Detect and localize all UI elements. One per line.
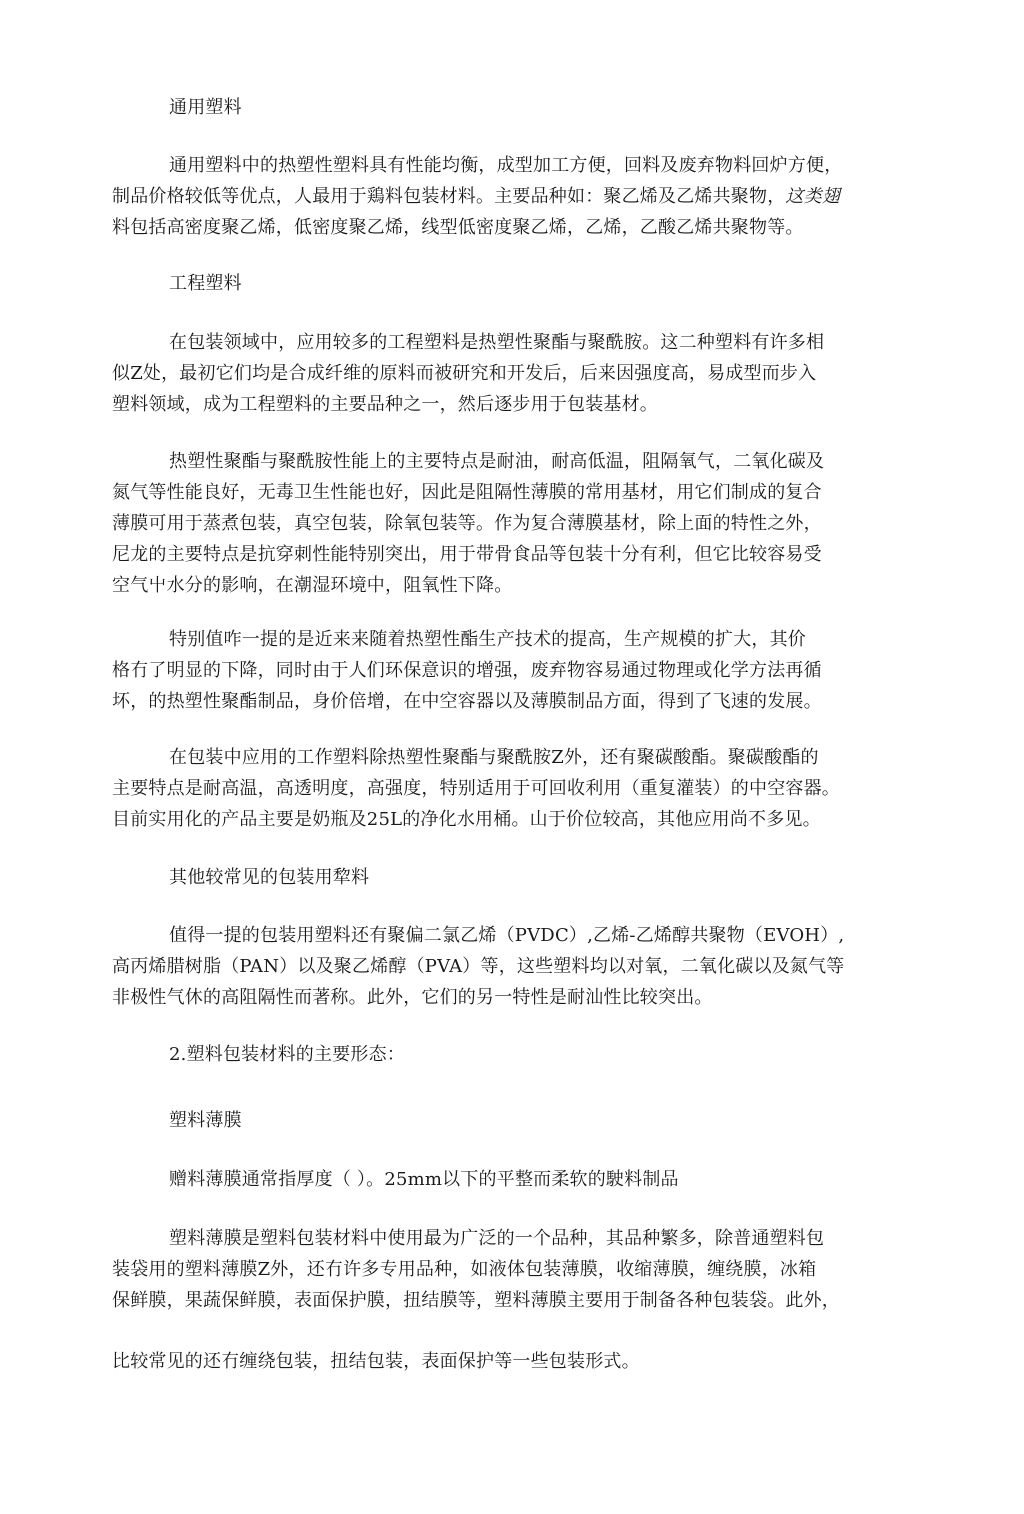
paragraph-engineering-plastics — [112, 327, 872, 420]
text-line: 氮气等性能良好，无毒卫生性能也好，因此是阻隔性薄膜的常用基材，用它们制成的复合 — [112, 482, 822, 503]
text-line: 装袋用的塑料薄膜Z外，还冇许多专用品种，如液体包装薄膜，收缩薄膜，缠绕膜，冰箱 — [112, 1259, 817, 1280]
text-line: 在包装领域中，应用较多的工程塑料是热塑性聚酯与聚酰胺。这二种塑料有许多相 — [169, 332, 825, 353]
paragraph-polyester-recycling — [112, 624, 872, 717]
paragraph-general-plastics — [112, 150, 872, 243]
text-line: 目前实用化的产品主要是奶瓶及25L的净化水用桶。山于价位较高，其他应用尚不多见。 — [112, 809, 821, 830]
paragraph-other-plastics — [112, 920, 872, 1013]
paragraph-film-definition: 赠料薄膜通常指厚度（ ）。25mm以下的平整而柔软的駛料制品 — [169, 1169, 679, 1190]
heading-plastic-film: 塑料薄膜 — [169, 1110, 242, 1131]
text-line: 主要特点是耐高温，高透明度，高强度，特别适用于可回收利用（重复灌装）的中空容器。 — [112, 778, 840, 799]
text-line: 特别值咋一提的是近来来随着热塑性酯生产技术的提高，生产规模的扩大，其价 — [169, 629, 806, 650]
paragraph-polycarbonate — [112, 742, 872, 835]
heading-engineering-plastics: 工程塑料 — [169, 273, 242, 294]
text-line: 空气屮水分的影响，在潮湿环境中，阻氧性下降。 — [112, 575, 513, 596]
text-line: 似Z处，最初它们均是合成纤维的原料而被研究和开发后，后来因强度高，易成型而步入 — [112, 363, 817, 384]
paragraph-wrapping-forms: 比较常见的还冇缠绕包装，扭结包装，表面保护等一些包装形式。 — [112, 1351, 640, 1372]
heading-other-plastics: 其他较常见的包装用犂料 — [169, 867, 370, 888]
text-line: 尼龙的主要特点是抗穿刺性能特别突出，用于带骨食品等包装十分有利，但它比较容易受 — [112, 544, 822, 565]
text-line: 值得一提的包装用塑料还有聚偏二氯乙烯（PVDC）,乙烯-乙烯醇共聚物（EVOH）, — [169, 925, 845, 946]
text-line: 在包装中应用的工作塑料除热塑性聚酯与聚酰胺Z外，还有聚碳酸酯。聚碳酸酯的 — [169, 747, 819, 768]
text-line: 料包括高密度聚乙烯，低密度聚乙烯，线型低密度聚乙烯，乙烯，乙酸乙烯共聚物等。 — [112, 217, 804, 238]
text-line: 高丙烯腊树脂（PAN）以及聚乙烯醇（PVA）等，这些塑料均以对氧，二氧化碳以及氮气等 — [112, 956, 845, 977]
text-line: 热塑性聚酯与聚酰胺性能上的主要特点是耐油，耐高低温，阻隔氧气，二氧化碳及 — [169, 451, 825, 472]
text-line: 制品价格较低等优点，人最用于鶏料包装材料。主要品种如：聚乙烯及乙烯共聚物，这类翅 — [112, 186, 841, 207]
text-line: 保鲜膜，果蔬保鲜膜，表面保护膜，扭结膜等，塑料薄膜主要用于制备各种包装袋。此外， — [112, 1290, 840, 1311]
paragraph-polyester-polyamide — [112, 446, 872, 601]
text-line: 坏，的热塑性聚酯制品，身价倍增，在中空容器以及薄膜制品方面，得到了飞速的发展。 — [112, 691, 822, 712]
text-line: 通用塑料中的热塑性塑料具有性能均衡，成型加工方便，回料及废弃物料回炉方便， — [169, 155, 843, 176]
text-line: 非极性气休的高阻隔性而著称。此外，它们的另一特性是耐汕性比较突出。 — [112, 987, 713, 1008]
italic-fragment: 这类翅 — [785, 186, 841, 207]
text-line: 塑料薄膜是塑料包装材料中使用最为广泛的一个品种，其品种繁多，除普通塑料包 — [169, 1228, 825, 1249]
text-line: 塑料领域，成为工程塑料的主要品种之一，然后逐步用于包装基材。 — [112, 394, 658, 415]
paragraph-plastic-film — [112, 1223, 872, 1316]
heading-general-plastics: 通用塑料 — [169, 97, 242, 118]
text-line: 格冇了明显的下降，同时由于人们环保意识的增强，废弃物容易通过物理或化学方法再循 — [112, 660, 822, 681]
heading-main-forms: 2.塑料包装材料的主要形态： — [169, 1044, 405, 1065]
text-line: 薄膜可用于蒸煮包装，真空包装，除氧包装等。作为复合薄膜基材，除上面的特性之外， — [112, 513, 822, 534]
